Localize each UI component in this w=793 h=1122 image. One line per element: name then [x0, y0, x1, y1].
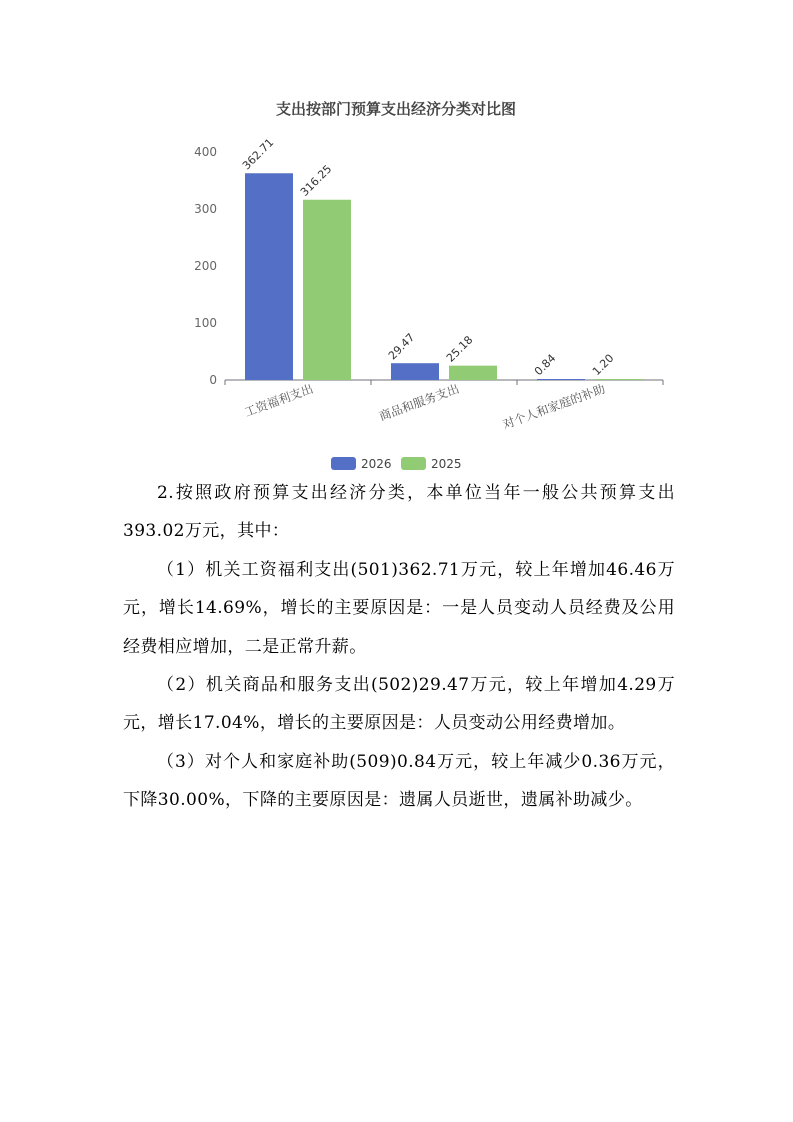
bar-2026-1: [391, 363, 439, 380]
paragraph-household-subsidy: （3）对个人和家庭补助(509)0.84万元，较上年减少0.36万元，下降30.00%，下降的主要原因是：遗属人员逝世，遗属补助减少。: [123, 751, 675, 811]
category-label: 对个人和家庭的补助: [500, 381, 608, 432]
legend-swatch-2025: [401, 457, 426, 470]
chart-legend: [331, 457, 462, 471]
y-axis: [194, 145, 217, 387]
data-label: 0.84: [531, 351, 559, 379]
y-tick-label: 400: [194, 145, 217, 159]
body-text: [123, 474, 675, 820]
data-labels: [240, 136, 617, 378]
bar-2025-1: [449, 366, 497, 380]
y-tick-label: 100: [194, 316, 217, 330]
bars: [245, 173, 643, 380]
data-label: 1.20: [589, 351, 617, 379]
y-tick-label: 200: [194, 259, 217, 273]
paragraph-intro: 2.按照政府预算支出经济分类，本单位当年一般公共预算支出393.02万元，其中：: [123, 483, 675, 542]
data-label: 25.18: [443, 333, 476, 365]
legend-label: 2025: [431, 457, 462, 471]
data-label: 316.25: [297, 162, 335, 199]
bar-chart: [0, 0, 793, 480]
paragraph-goods-services: （2）机关商品和服务支出(502)29.47万元，较上年增加4.29万元，增长17.04%，增长的主要原因是：人员变动公用经费增加。: [123, 675, 675, 734]
bar-2026-0: [245, 173, 293, 380]
bar-2025-2: [595, 379, 643, 380]
category-labels: [242, 381, 607, 432]
legend-swatch-2026: [331, 457, 356, 470]
data-label: 362.71: [239, 135, 277, 173]
category-label: 商品和服务支出: [377, 381, 462, 424]
bar-2026-2: [537, 379, 585, 380]
chart-title: 支出按部门预算支出经济分类对比图: [275, 100, 517, 118]
data-label: 29.47: [385, 330, 418, 363]
y-tick-label: 0: [209, 373, 217, 387]
category-label: 工资福利支出: [242, 381, 316, 420]
legend-label: 2026: [361, 457, 392, 471]
y-tick-label: 300: [194, 202, 217, 216]
bar-2025-0: [303, 200, 351, 380]
paragraph-wages: （1）机关工资福利支出(501)362.71万元，较上年增加46.46万元，增长14.69%，增长的主要原因是：一是人员变动人员经费及公用经费相应增加，二是正常升薪。: [123, 559, 675, 657]
